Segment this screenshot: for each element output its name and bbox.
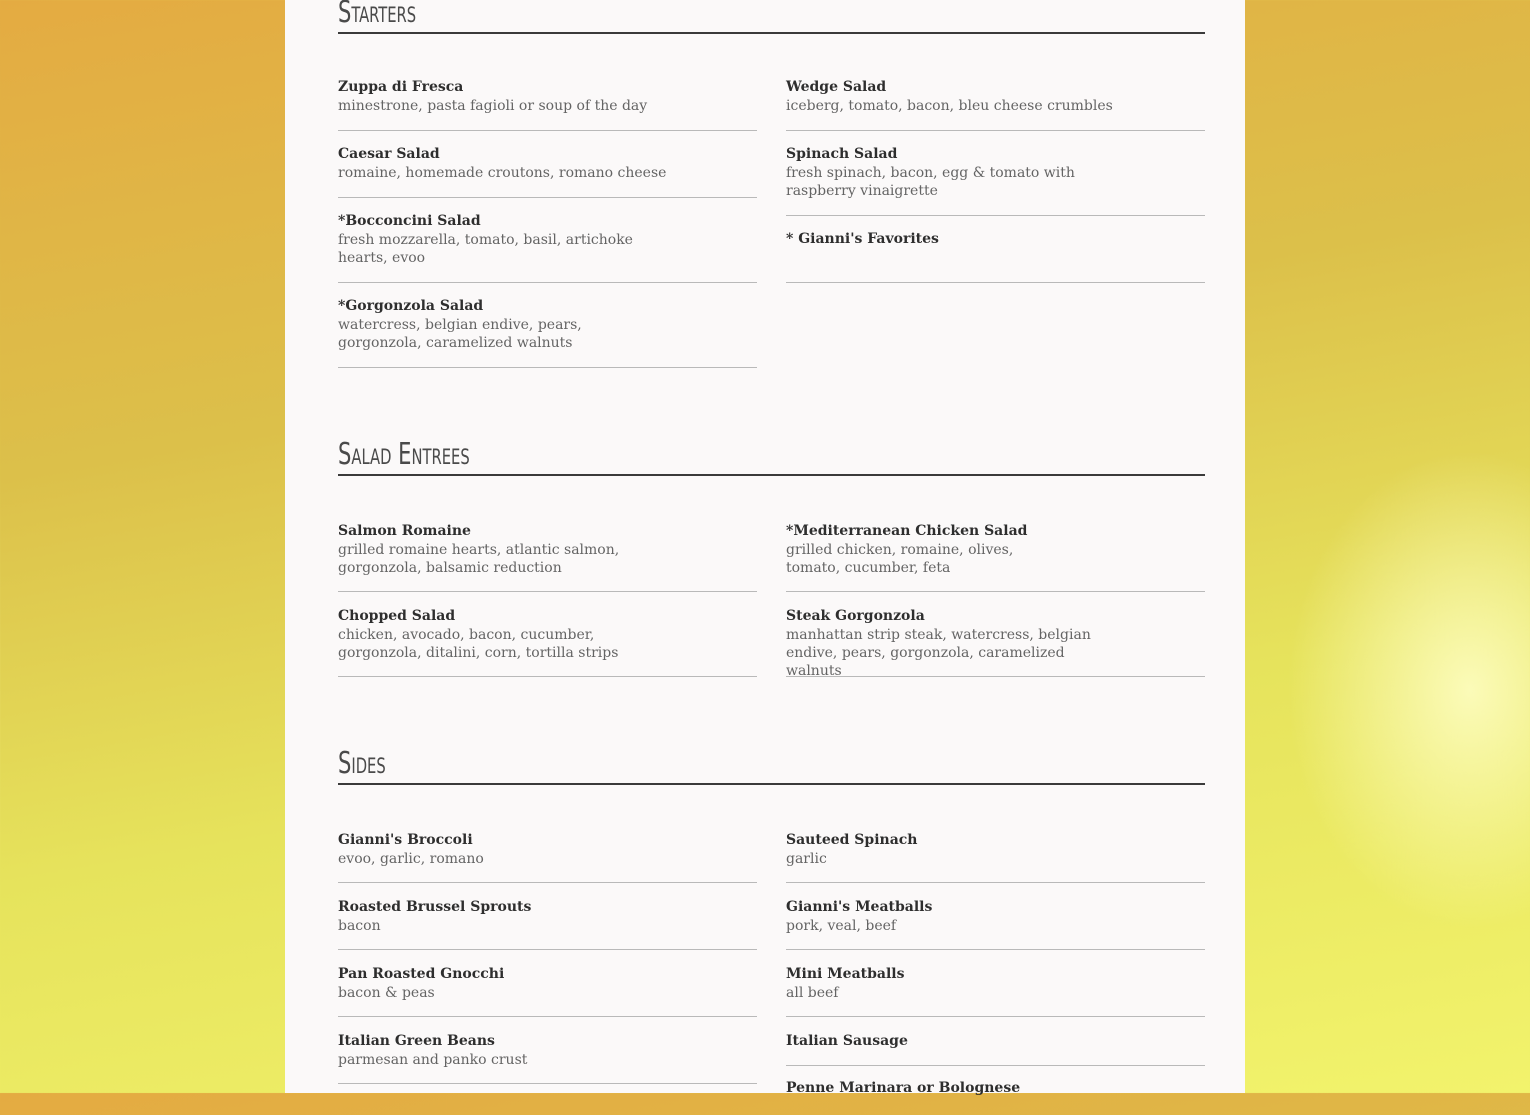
item-name: Penne Marinara or Bolognese [786,1080,1021,1096]
item-description: romaine, homemade croutons, romano cheese [338,165,667,181]
salad-entrees-right-column [786,507,1205,677]
item-name: Salmon Romaine [338,523,471,539]
menu-item [786,950,1205,1017]
menu-item [338,592,757,677]
menu-item [338,64,757,131]
item-description: grilled chicken, romaine, olives, tomato, cucumber, feta [786,542,1014,576]
item-description: fresh spinach, bacon, egg & tomato with raspberry vinaigrette [786,165,1075,199]
menu-item [786,883,1205,950]
menu-item [786,1017,1205,1066]
item-name: Italian Green Beans [338,1033,495,1049]
item-name: Sauteed Spinach [786,832,918,848]
item-description: watercress, belgian endive, pears, gorgonzola, caramelized walnuts [338,317,582,351]
item-name: Wedge Salad [786,79,887,95]
menu-item [338,131,757,198]
section-divider [338,32,1205,34]
starters-right-column [786,64,1205,283]
item-name: Italian Sausage [786,1033,908,1049]
menu-item [786,507,1205,592]
menu-item [338,507,757,592]
item-name: Spinach Salad [786,146,898,162]
item-name: Caesar Salad [338,146,440,162]
item-description: evoo, garlic, romano [338,851,484,867]
item-name: Chopped Salad [338,608,456,624]
item-name: *Gorgonzola Salad [338,298,484,314]
menu-item [338,883,757,950]
sides-right-column [786,816,1205,1115]
sides-left-column [338,816,757,1084]
item-description: parmesan and panko crust [338,1052,528,1068]
menu-item [786,64,1205,131]
item-name: Steak Gorgonzola [786,608,925,624]
menu-item [786,131,1205,216]
item-description: pork, veal, beef [786,918,897,934]
item-description: garlic [786,851,827,867]
section-title-sides: Sides [338,746,386,781]
menu-page [285,0,1245,1096]
item-description: all beef [786,985,839,1001]
item-name: Roasted Brussel Sprouts [338,899,532,915]
item-description: iceberg, tomato, bacon, bleu cheese crumbles [786,98,1113,114]
item-description: grilled romaine hearts, atlantic salmon, gorgonzola, balsamic reduction [338,542,620,576]
section-divider [338,783,1205,785]
menu-item [338,283,757,368]
menu-item [786,816,1205,883]
item-name: Pan Roasted Gnocchi [338,966,505,982]
menu-item [338,816,757,883]
item-name: * Gianni's Favorites [786,231,939,247]
item-description: manhattan strip steak, watercress, belgian endive, pears, gorgonzola, caramelized walnuts [786,627,1091,679]
item-name: Mini Meatballs [786,966,905,982]
item-name: Zuppa di Fresca [338,79,464,95]
menu-item [786,592,1205,677]
menu-item [786,1066,1205,1115]
item-description: bacon & peas [338,985,435,1001]
section-title-salad-entrees: Salad Entrees [338,437,470,472]
item-description: minestrone, pasta fagioli or soup of the day [338,98,648,114]
section-divider [338,474,1205,476]
item-name: *Mediterranean Chicken Salad [786,523,1028,539]
item-name: *Bocconcini Salad [338,213,481,229]
item-name: Gianni's Meatballs [786,899,933,915]
item-description: bacon [338,918,381,934]
item-description: chicken, avocado, bacon, cucumber, gorgonzola, ditalini, corn, tortilla strips [338,627,619,661]
salad-entrees-left-column [338,507,757,677]
item-name: Gianni's Broccoli [338,832,473,848]
menu-item [338,198,757,283]
menu-item [786,216,1205,283]
starters-left-column [338,64,757,368]
section-title-starters: Starters [338,0,417,30]
item-description: fresh mozzarella, tomato, basil, artichoke hearts, evoo [338,232,633,266]
menu-item [338,1017,757,1084]
menu-item [338,950,757,1017]
